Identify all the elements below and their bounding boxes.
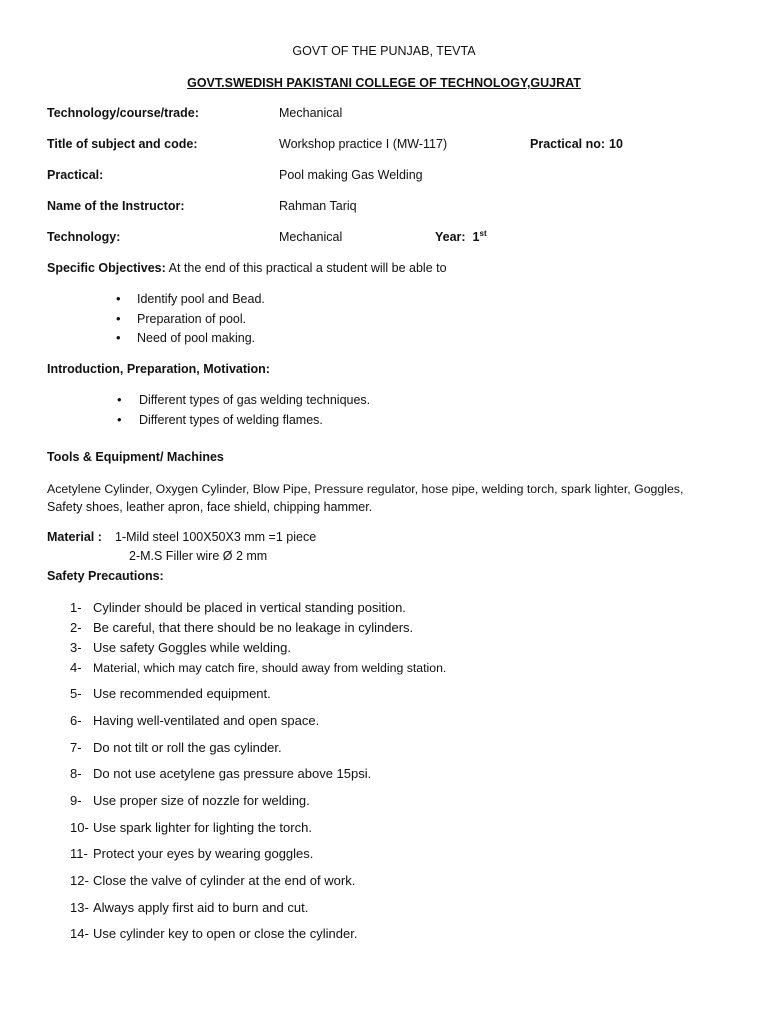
introduction-heading: Introduction, Preparation, Motivation: [47,362,270,376]
bullet-icon: • [117,412,122,427]
year-label: Year: [435,230,466,244]
year-suffix: st [479,228,487,238]
practical-value: Pool making Gas Welding [279,168,423,182]
technology-course-label: Technology/course/trade: [47,106,199,120]
safety-item: Do not tilt or roll the gas cylinder. [93,740,282,755]
safety-heading: Safety Precautions: [47,569,164,583]
safety-number: 5- [70,686,82,701]
safety-item: Having well-ventilated and open space. [93,713,320,728]
safety-item: Use safety Goggles while welding. [93,640,291,655]
technology-course-value: Mechanical [279,106,343,120]
technology-value: Mechanical [279,230,343,244]
safety-number: 8- [70,766,82,781]
list-item: Preparation of pool. [137,312,247,326]
material-label: Material : [47,530,102,544]
safety-item: Cylinder should be placed in vertical standing position. [93,600,406,615]
list-item: Need of pool making. [137,331,256,345]
objectives-intro: At the end of this practical a student will be able to [168,261,447,275]
practical-label: Practical: [47,168,104,182]
subject-value: Workshop practice I (MW-117) [279,137,448,151]
safety-number: 14- [70,926,89,941]
bullet-icon: • [117,392,122,407]
tools-line-2: Safety shoes, leather apron, face shield, chipping hammer. [47,500,373,514]
list-item: Identify pool and Bead. [137,292,265,306]
technology-label: Technology: [47,230,121,244]
material-item-1: 1-Mild steel 100X50X3 mm =1 piece [115,530,317,544]
header-govt: GOVT OF THE PUNJAB, TEVTA [292,44,476,58]
tools-line-1: Acetylene Cylinder, Oxygen Cylinder, Blow Pipe, Pressure regulator, hose pipe, welding torch, spark lighter, Goggles, [47,482,684,496]
safety-number: 1- [70,600,82,615]
instructor-value: Rahman Tariq [279,199,357,213]
tools-heading: Tools & Equipment/ Machines [47,450,224,464]
bullet-icon: • [116,291,121,306]
year-field [435,230,487,244]
objectives-line [47,261,447,275]
instructor-label: Name of the Instructor: [47,199,185,213]
safety-item: Close the valve of cylinder at the end of work. [93,873,356,888]
safety-number: 9- [70,793,82,808]
subject-label: Title of subject and code: [47,137,198,151]
safety-item: Material, which may catch fire, should away from welding station. [93,661,447,675]
list-item: Different types of welding flames. [139,413,323,427]
safety-number: 4- [70,660,82,675]
safety-number: 13- [70,900,89,915]
safety-number: 12- [70,873,89,888]
safety-item: Do not use acetylene gas pressure above 15psi. [93,766,372,781]
header-college: GOVT.SWEDISH PAKISTANI COLLEGE OF TECHNOLOGY,GUJRAT [187,76,581,90]
safety-number: 10- [70,820,89,835]
practical-no-value: 10 [609,137,623,151]
material-item-2: 2-M.S Filler wire Ø 2 mm [129,549,268,563]
safety-number: 7- [70,740,82,755]
safety-item: Be careful, that there should be no leakage in cylinders. [93,620,414,635]
safety-item: Use spark lighter for lighting the torch. [93,820,312,835]
safety-number: 2- [70,620,82,635]
safety-item: Use cylinder key to open or close the cylinder. [93,926,358,941]
safety-item: Protect your eyes by wearing goggles. [93,846,314,861]
safety-number: 11- [70,846,88,861]
objectives-heading: Specific Objectives: [47,261,166,275]
bullet-icon: • [116,330,121,345]
safety-item: Use proper size of nozzle for welding. [93,793,310,808]
bullet-icon: • [116,311,121,326]
year-value: 1 [472,230,480,244]
list-item: Different types of gas welding techniques. [139,393,371,407]
safety-item: Always apply first aid to burn and cut. [93,900,309,915]
safety-number: 6- [70,713,82,728]
practical-no-label: Practical no: [530,137,606,151]
safety-number: 3- [70,640,82,655]
safety-item: Use recommended equipment. [93,686,271,701]
